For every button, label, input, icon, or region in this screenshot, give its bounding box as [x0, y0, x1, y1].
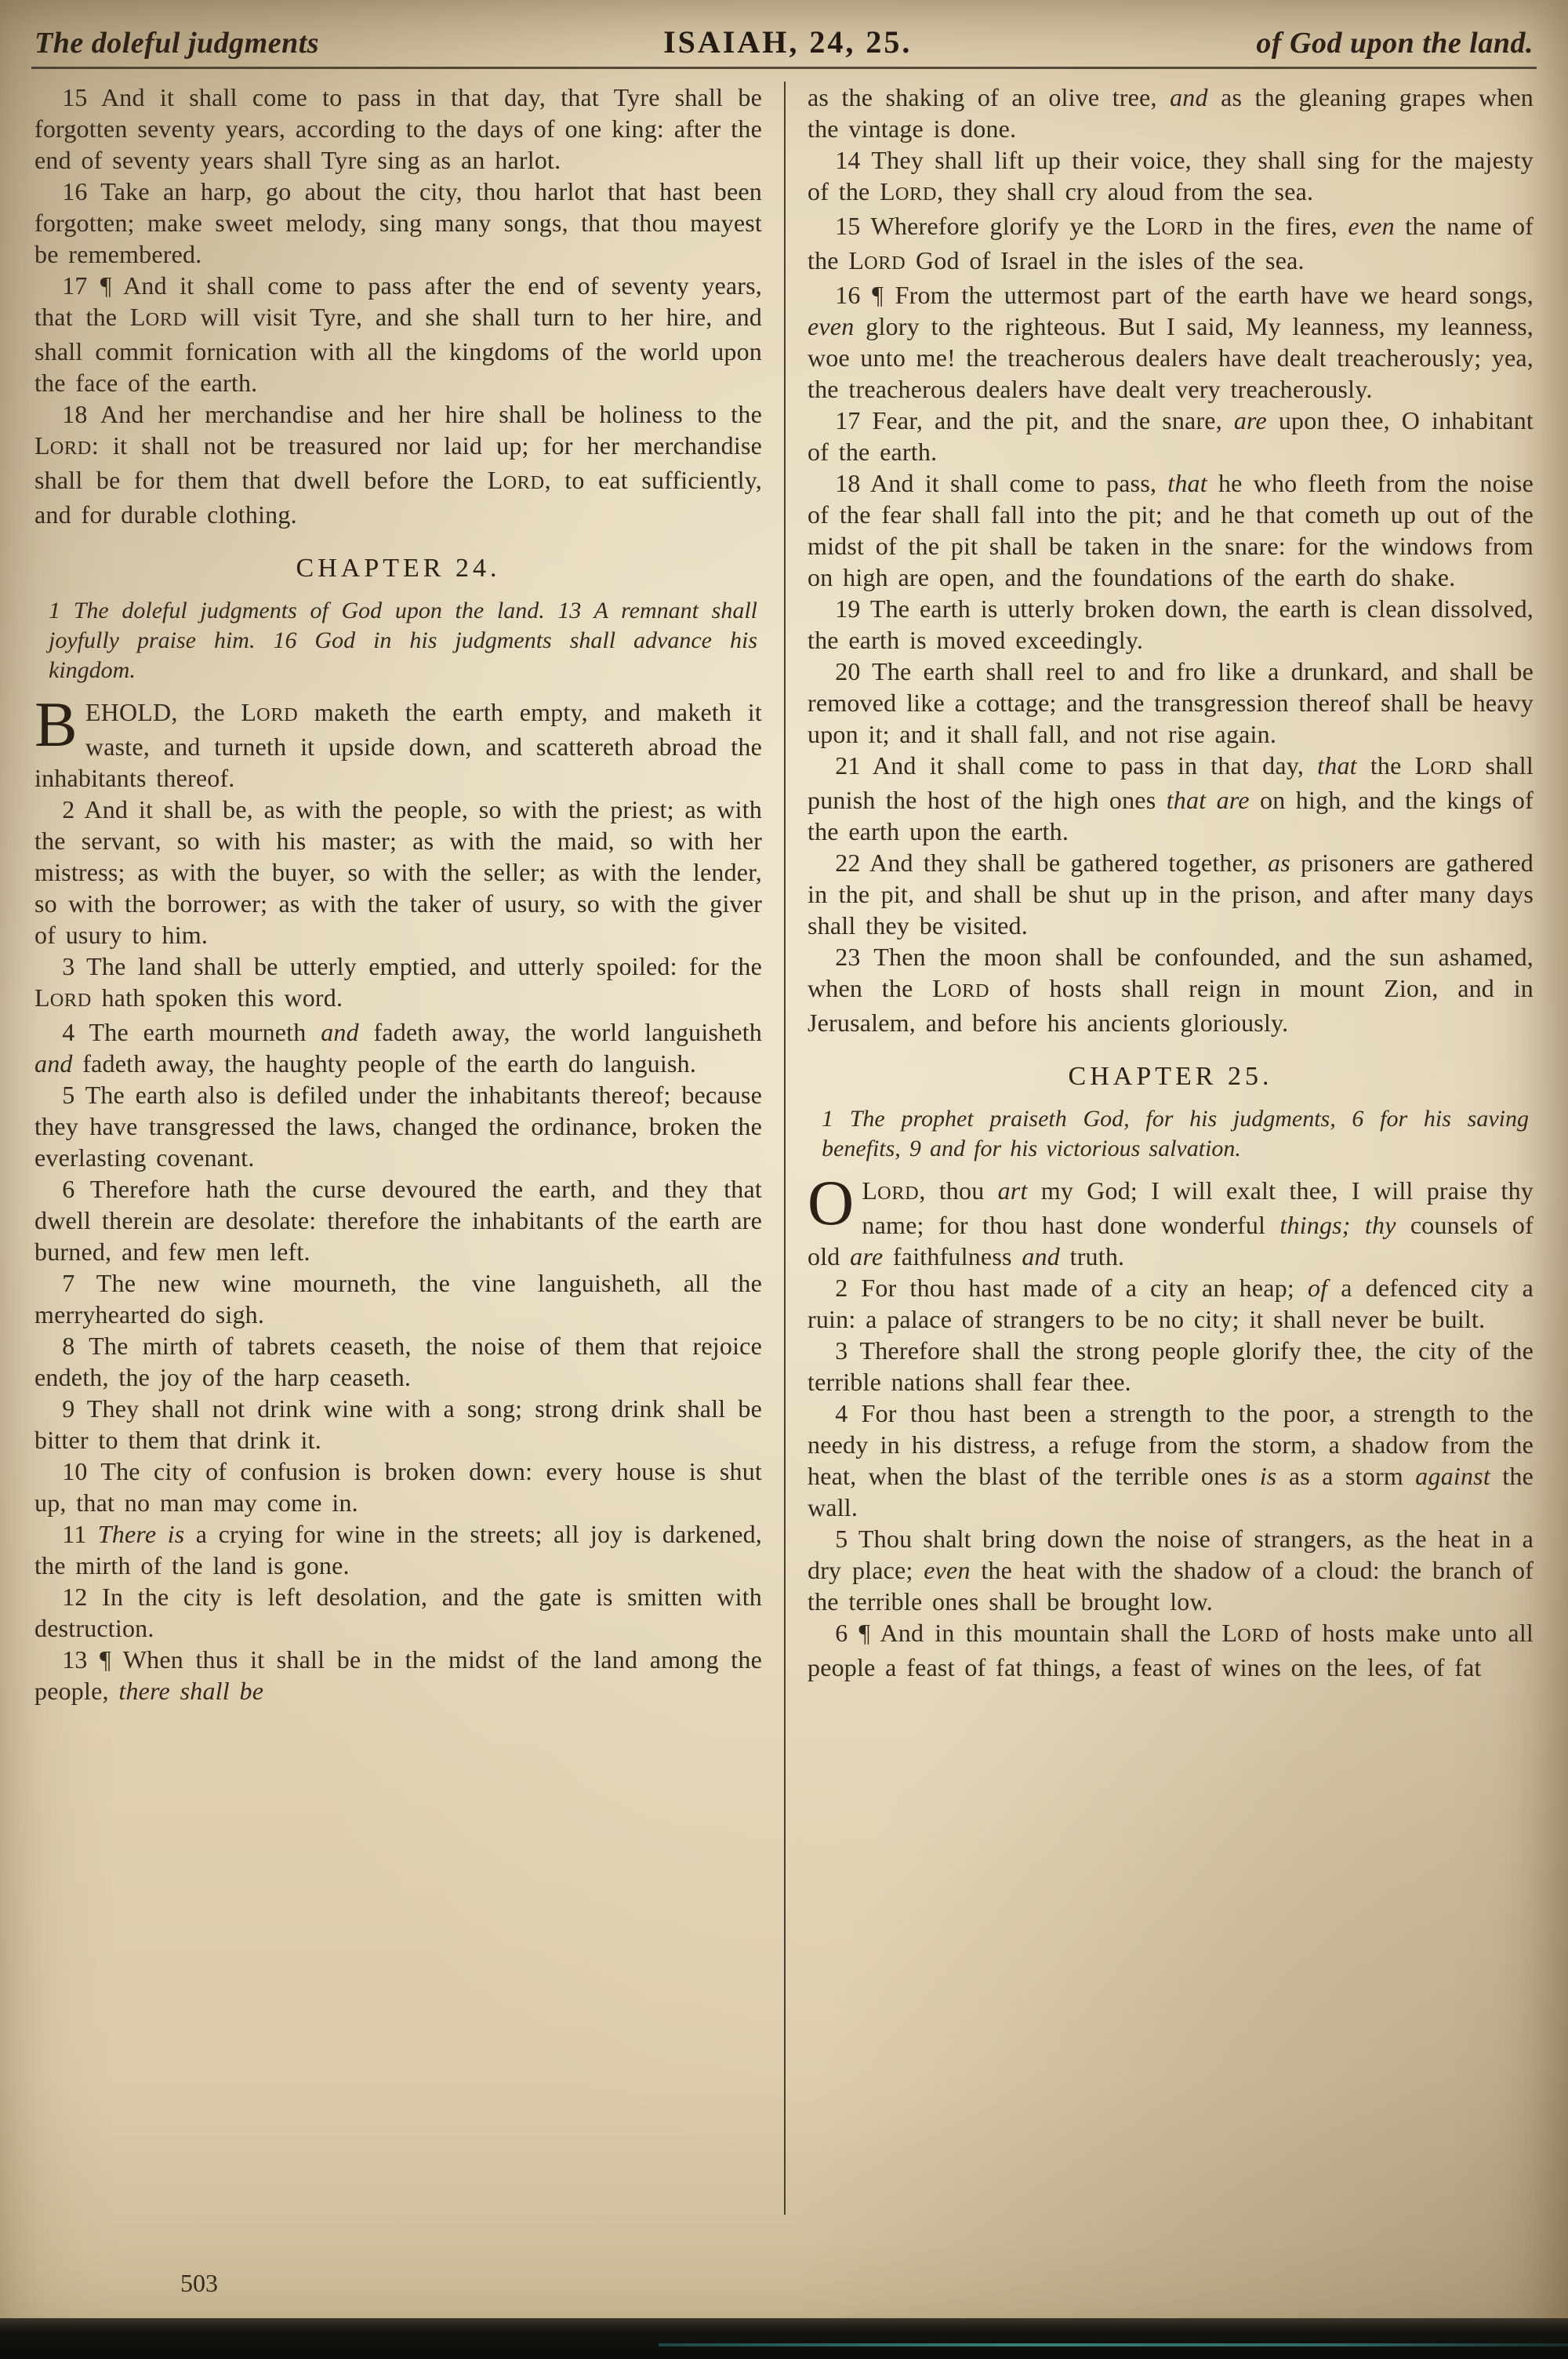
verse: 7 The new wine mourneth, the vine languisheth, all the merryhearted do sigh.: [34, 1269, 762, 1329]
chapter-summary: 1 The doleful judgments of God upon the land. 13 A remnant shall joyfully praise him. 16 God in his judgments shall advance his kingdom.: [49, 598, 757, 683]
chapter-heading: CHAPTER 24.: [296, 554, 501, 583]
verse: 2 For thou hast made of a city an heap; of a defenced city a ruin: a palace of strangers to be no city; it shall never be built.: [808, 1274, 1534, 1333]
divine-name: LORD: [1414, 751, 1472, 780]
drop-cap: O: [808, 1167, 855, 1238]
divine-name: LORD: [129, 303, 187, 331]
verse: 22 And they shall be gathered together, as prisoners are gathered in the pit, and shall be shut up in the prison, and after many days shall they be visited.: [808, 849, 1534, 940]
divine-name: LORD: [862, 1176, 920, 1205]
verse: BEHOLD, the LORD maketh the earth empty, and maketh it waste, and turneth it upside down, and scattereth abroad the inhabitants thereof.: [34, 689, 762, 792]
page-number: 503: [180, 2269, 218, 2297]
chapter-summary: 1 The prophet praiseth God, for his judgments, 6 for his saving benefits, 9 and for his victorious salvation.: [822, 1106, 1529, 1161]
verse: 10 The city of confusion is broken down: every house is shut up, that no man may come in.: [34, 1457, 762, 1517]
divine-name: LORD: [34, 983, 92, 1012]
book-bottom-edge: [0, 2318, 1568, 2359]
divine-name: LORD: [241, 698, 299, 726]
verse: 2 And it shall be, as with the people, so with the priest; as with the servant, so with his master; as with the maid, so with her mistress; as with the buyer, so with the seller; as with the lender, so with the borrower; as with the taker of usury, so with the giver of usury to him.: [34, 795, 762, 949]
running-head-left: The doleful judgments: [34, 27, 320, 60]
page-header: [0, 0, 1568, 67]
divine-name: LORD: [487, 466, 545, 494]
header-rule: [31, 67, 1537, 69]
verse: 3 The land shall be utterly emptied, and utterly spoiled: for the LORD hath spoken this word.: [34, 952, 762, 1012]
column-left: [34, 82, 784, 2215]
verse: 6 Therefore hath the curse devoured the earth, and they that dwell therein are desolate: therefore the inhabitants of the earth are burned, and few men left.: [34, 1175, 762, 1266]
verse: 19 The earth is utterly broken down, the earth is clean dissolved, the earth is moved exceedingly.: [808, 594, 1534, 654]
verse: 4 The earth mourneth and fadeth away, the world languisheth and fadeth away, the haughty people of the earth do languish.: [34, 1018, 762, 1078]
verse: as the shaking of an olive tree, and as the gleaning grapes when the vintage is done.: [808, 83, 1534, 143]
book-title: ISAIAH, 24, 25.: [663, 24, 913, 60]
verse: 15 Wherefore glorify ye the LORD in the fires, even the name of the LORD God of Israel in the isles of the sea.: [808, 212, 1534, 274]
column-right: [784, 82, 1534, 2215]
verse: 18 And her merchandise and her hire shall be holiness to the LORD: it shall not be treasured nor laid up; for her merchandise shall be for them that dwell before the LORD, to eat sufficiently, and for durable clothing.: [34, 400, 763, 529]
verse: 17 Fear, and the pit, and the snare, are upon thee, O inhabitant of the earth.: [808, 406, 1534, 466]
text-columns: [0, 69, 1568, 2215]
verse: 8 The mirth of tabrets ceaseth, the noise of them that rejoice endeth, the joy of the harp ceaseth.: [34, 1332, 762, 1391]
verse: 9 They shall not drink wine with a song; strong drink shall be bitter to them that drink it.: [34, 1394, 762, 1454]
verse: 5 Thou shalt bring down the noise of strangers, as the heat in a dry place; even the heat with the shadow of a cloud: the branch of the terrible ones shall be brought low.: [808, 1525, 1534, 1616]
verse: 23 Then the moon shall be confounded, and the sun ashamed, when the LORD of hosts shall reign in mount Zion, and in Jerusalem, and before his ancients gloriously.: [808, 943, 1534, 1037]
verse: 16 ¶ From the uttermost part of the earth have we heard songs, even glory to the righteous. But I said, My leanness, my leanness, woe unto me! the treacherous dealers have dealt treacherously; yea, the treacherous dealers have dealt very treacherously.: [808, 281, 1534, 403]
verse: 16 Take an harp, go about the city, thou harlot that hast been forgotten; make sweet melody, sing many songs, that thou mayest be remembered.: [34, 177, 762, 268]
verse: 15 And it shall come to pass in that day, that Tyre shall be forgotten seventy years, according to the days of one king: after the end of seventy years shall Tyre sing as an harlot.: [34, 83, 762, 174]
verse: 13 ¶ When thus it shall be in the midst of the land among the people, there shall be: [34, 1645, 762, 1705]
divine-name: LORD: [932, 974, 990, 1002]
verse: 5 The earth also is defiled under the inhabitants thereof; because they have transgressed the laws, changed the ordinance, broken the everlasting covenant.: [34, 1081, 762, 1172]
divine-name: LORD: [1145, 212, 1203, 240]
divine-name: LORD: [34, 431, 92, 460]
verse: 17 ¶ And it shall come to pass after the end of seventy years, that the LORD will visit Tyre, and she shall turn to her hire, and shall commit fornication with all the kingdoms of the world upon the face of the earth.: [34, 271, 762, 397]
divine-name: LORD: [880, 177, 938, 205]
verse: 18 And it shall come to pass, that he who fleeth from the noise of the fear shall fall into the pit; and he that cometh up out of the midst of the pit shall be taken in the snare: for the windows from on high are open, and the foundations of the earth do shake.: [808, 469, 1534, 591]
verse: 3 Therefore shall the strong people glorify thee, the city of the terrible nations shall fear thee.: [808, 1336, 1534, 1396]
verse: 6 ¶ And in this mountain shall the LORD of hosts make unto all people a feast of fat things, a feast of wines on the lees, of fat: [808, 1619, 1534, 1681]
verse: 21 And it shall come to pass in that day, that the LORD shall punish the host of the high ones that are on high, and the kings of the earth upon the earth.: [808, 751, 1534, 845]
verse: 12 In the city is left desolation, and the gate is smitten with destruction.: [34, 1583, 762, 1642]
verse: 11 There is a crying for wine in the streets; all joy is darkened, the mirth of the land is gone.: [34, 1520, 762, 1579]
verse: 20 The earth shall reel to and fro like a drunkard, and shall be removed like a cottage; and the transgression thereof shall be heavy upon it; and it shall fall, and not rise again.: [808, 657, 1534, 748]
drop-cap: B: [34, 689, 78, 760]
book-edge-highlight: [659, 2343, 1568, 2346]
divine-name: LORD: [848, 246, 906, 274]
divine-name: LORD: [1221, 1619, 1279, 1647]
running-head-right: of God upon the land.: [1256, 27, 1534, 60]
verse: 4 For thou hast been a strength to the poor, a strength to the needy in his distress, a refuge from the storm, a shadow from the heat, when the blast of the terrible ones is as a storm against the wall.: [808, 1399, 1534, 1521]
verse: O LORD, thou art my God; I will exalt thee, I will praise thy name; for thou hast done wonderful things; thy counsels of old are faithfulness and truth.: [808, 1167, 1534, 1270]
verse: 14 They shall lift up their voice, they shall sing for the majesty of the LORD, they shall cry aloud from the sea.: [808, 146, 1534, 205]
chapter-heading: CHAPTER 25.: [1068, 1062, 1273, 1091]
